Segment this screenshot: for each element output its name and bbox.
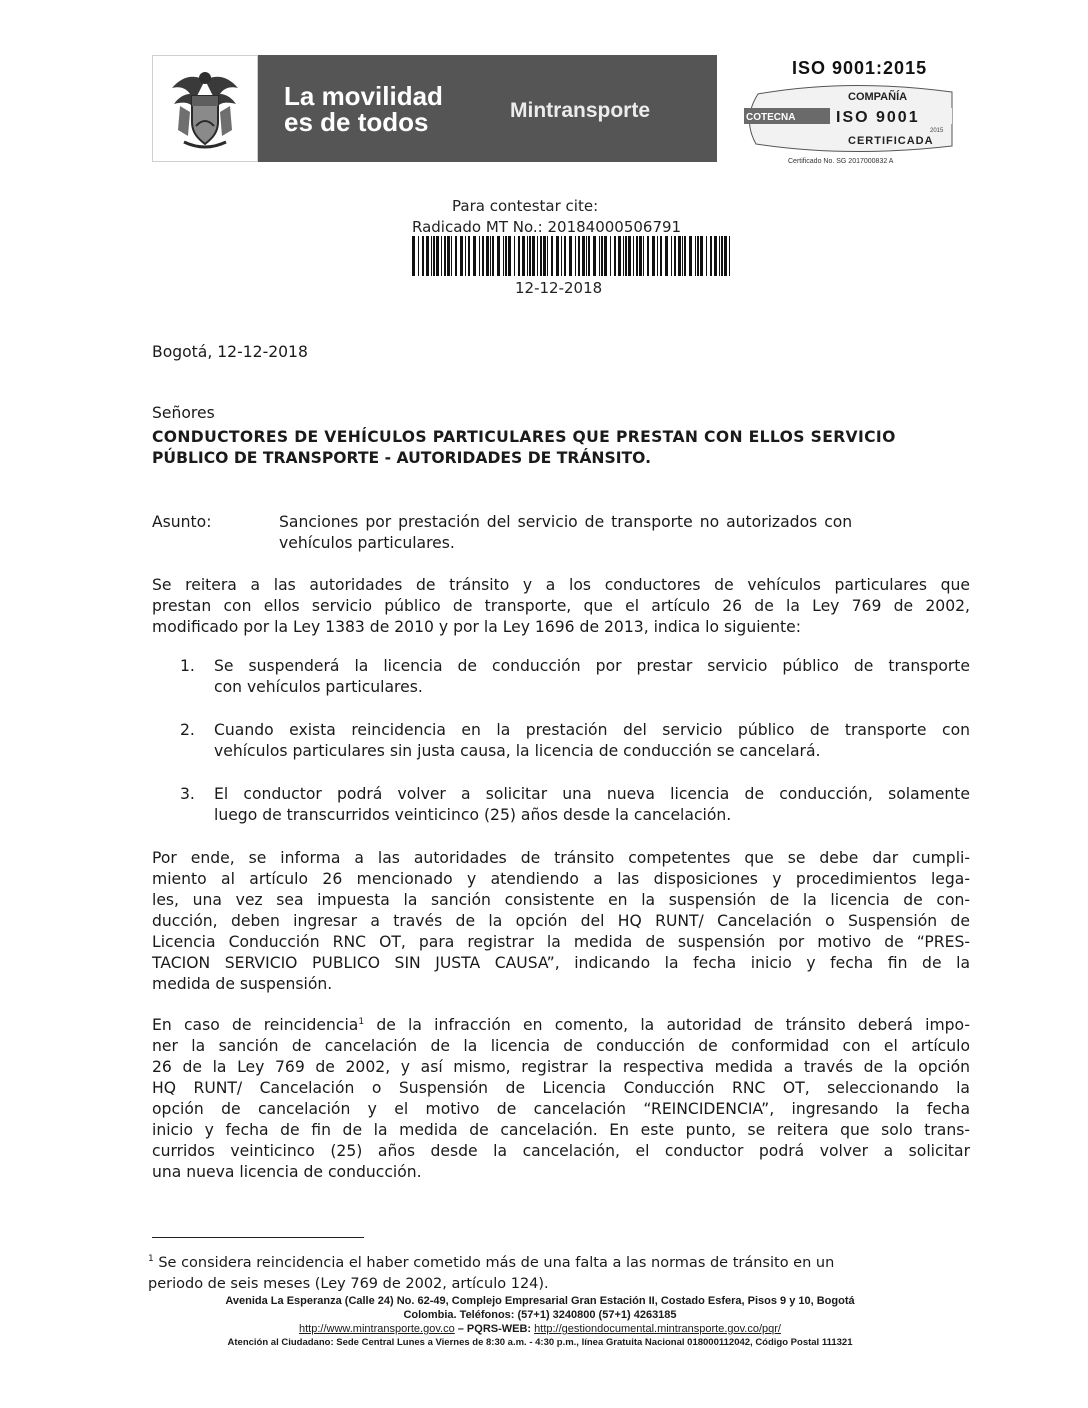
suspension-line: les, una vez sea impuesta la sanción consistente en la suspensión de la licencia de con- — [152, 891, 970, 909]
reincidence-text-a: En caso de reincidencia — [152, 1016, 359, 1034]
iso-certification-seal — [738, 84, 960, 154]
recipient-line-2: PÚBLICO DE TRANSPORTE - AUTORIDADES DE TRÁNSITO. — [152, 449, 651, 467]
list-item-text: Se suspenderá la licencia de conducción por prestar servicio público de transporte — [214, 657, 970, 675]
cite-label: Para contestar cite: — [452, 197, 599, 215]
paragraph-suspension — [152, 848, 970, 995]
list-item-text: vehículos particulares sin justa causa, la licencia de conducción se cancelará. — [214, 742, 821, 760]
suspension-line: Licencia Conducción RNC OT, para registrar la medida de suspensión por motivo de “PRES- — [152, 933, 970, 951]
list-item — [152, 720, 970, 784]
subject-line-1: Sanciones por prestación del servicio de transporte no autorizados con — [279, 513, 853, 531]
footer-address-1: Avenida La Esperanza (Calle 24) No. 62-49, Complejo Empresarial Gran Estación II, Costado Esfera, Pisos 9 y 10, Bogotá — [225, 1295, 855, 1307]
suspension-line: medida de suspensión. — [152, 975, 333, 993]
footnote-text-1: Se considera reincidencia el haber cometido más de una falta a las normas de tránsito en un — [158, 1255, 835, 1271]
iso-year: 2015 — [930, 128, 944, 134]
reincidence-line: curridos veinticinco (25) años desde la cancelación, el conductor podrá volver a solicitar — [152, 1142, 970, 1160]
list-item-number: 2. — [180, 721, 195, 739]
slogan-line-1: La movilidad — [284, 81, 443, 111]
list-item-number: 3. — [180, 785, 195, 803]
footnote-line-2: periodo de seis meses (Ley 769 de 2002, artículo 124). — [148, 1276, 549, 1292]
coat-of-arms — [152, 55, 258, 162]
list-item-text: con vehículos particulares. — [214, 678, 423, 696]
list-item — [152, 784, 970, 828]
footer-attention: Atención al Ciudadano: Sede Central Lunes a Viernes de 8:30 a.m. - 4:30 p.m., línea Gratuita Nacional 018000112042, Código Postal 111321 — [227, 1337, 853, 1348]
list-item-text: Cuando exista reincidencia en la prestación del servicio público de transporte con — [214, 721, 970, 739]
list-item-text: luego de transcurridos veinticinco (25) años desde la cancelación. — [214, 806, 732, 824]
footnote-reference: 1 — [358, 1016, 365, 1027]
suspension-line: ducción, deben ingresar a través de la opción del HQ RUNT/ Cancelación o Suspensión de — [152, 912, 970, 930]
footnote-mark: 1 — [148, 1254, 154, 1265]
radicado-date: 12-12-2018 — [515, 279, 603, 297]
pqrs-label: – PQRS-WEB: — [454, 1323, 535, 1335]
intro-line: Se reitera a las autoridades de tránsito y a los conductores de vehículos particulares que — [152, 576, 970, 594]
suspension-line: TACION SERVICIO PUBLICO SIN JUSTA CAUSA”, indicando la fecha inicio y fecha fin de la — [152, 954, 970, 972]
reincidence-line: ner la sanción de cancelación de la licencia de conducción de conformidad con el artículo — [152, 1037, 970, 1055]
iso-company: COMPAÑÍA — [848, 91, 908, 103]
suspension-line: Por ende, se informa a las autoridades de tránsito competentes que se debe dar cumpli- — [152, 849, 970, 867]
slogan-line-2: es de todos — [284, 107, 429, 137]
reincidence-text-b: de la infracción en comento, la autoridad de tránsito deberá impo- — [364, 1016, 970, 1034]
intro-line: prestan con ellos servicio público de transporte, que el artículo 26 de la Ley 769 de 2002, — [152, 597, 970, 615]
iso-brand: COTECNA — [746, 112, 796, 123]
place-date: Bogotá, 12-12-2018 — [152, 343, 308, 361]
intro-line: modificado por la Ley 1383 de 2010 y por la Ley 1696 de 2013, indica lo siguiente: — [152, 618, 801, 636]
radicado-number: Radicado MT No.: 20184000506791 — [412, 218, 682, 236]
list-item-text: El conductor podrá volver a solicitar una nueva licencia de conducción, solamente — [214, 785, 970, 803]
recipient-line-1: CONDUCTORES DE VEHÍCULOS PARTICULARES QUE PRESTAN CON ELLOS SERVICIO — [152, 428, 896, 446]
iso-title: ISO 9001:2015 — [792, 58, 928, 78]
footer-address-2: Colombia. Teléfonos: (57+1) 3240800 (57+1) 4263185 — [403, 1309, 677, 1321]
paragraph-reincidence — [152, 1015, 970, 1183]
pqrs-link[interactable]: http://gestiondocumental.mintransporte.gov.co/pqr/ — [534, 1323, 781, 1335]
salutation: Señores — [152, 404, 215, 422]
slogan — [258, 55, 443, 162]
footer — [130, 1294, 950, 1350]
header-banner — [152, 55, 717, 162]
list-item — [152, 656, 970, 720]
suspension-line: miento al artículo 26 mencionado y atendiendo a las disposiciones y procedimientos lega- — [152, 870, 970, 888]
iso-certificate-number: Certificado No. SG 2017000832 A — [788, 158, 894, 165]
subject-label: Asunto: — [152, 513, 212, 531]
intro-paragraph — [152, 575, 970, 638]
iso-mark: ISO 9001 — [836, 109, 920, 126]
reincidence-line: una nueva licencia de conducción. — [152, 1163, 422, 1181]
website-link[interactable]: http://www.mintransporte.gov.co — [299, 1323, 455, 1335]
reincidence-line: opción de cancelación y el motivo de cancelación “REINCIDENCIA”, ingresando la fecha — [152, 1100, 970, 1118]
footnote-divider — [152, 1237, 364, 1238]
subject-line-2: vehículos particulares. — [279, 534, 455, 552]
footer-links — [130, 1322, 950, 1336]
list-item-number: 1. — [180, 657, 195, 675]
reincidence-line: 26 de la Ley 769 de 2002, y así mismo, registrar la respectiva medida a través de la opción — [152, 1058, 970, 1076]
radicado-barcode — [412, 236, 730, 276]
ministry-name: Mintransporte — [510, 99, 651, 122]
coat-of-arms-icon — [166, 66, 244, 152]
paragraph-reincidence-first-line — [152, 1015, 970, 1036]
iso-certified: CERTIFICADA — [848, 135, 934, 147]
reincidence-line: HQ RUNT/ Cancelación o Suspensión de Licencia Conducción RNC OT, seleccionando la — [152, 1079, 970, 1097]
reincidence-line: inicio y fecha de fin de la medida de cancelación. En este punto, se reitera que solo trans- — [152, 1121, 970, 1139]
footnote-line-1 — [148, 1253, 834, 1274]
numbered-list — [152, 656, 970, 828]
